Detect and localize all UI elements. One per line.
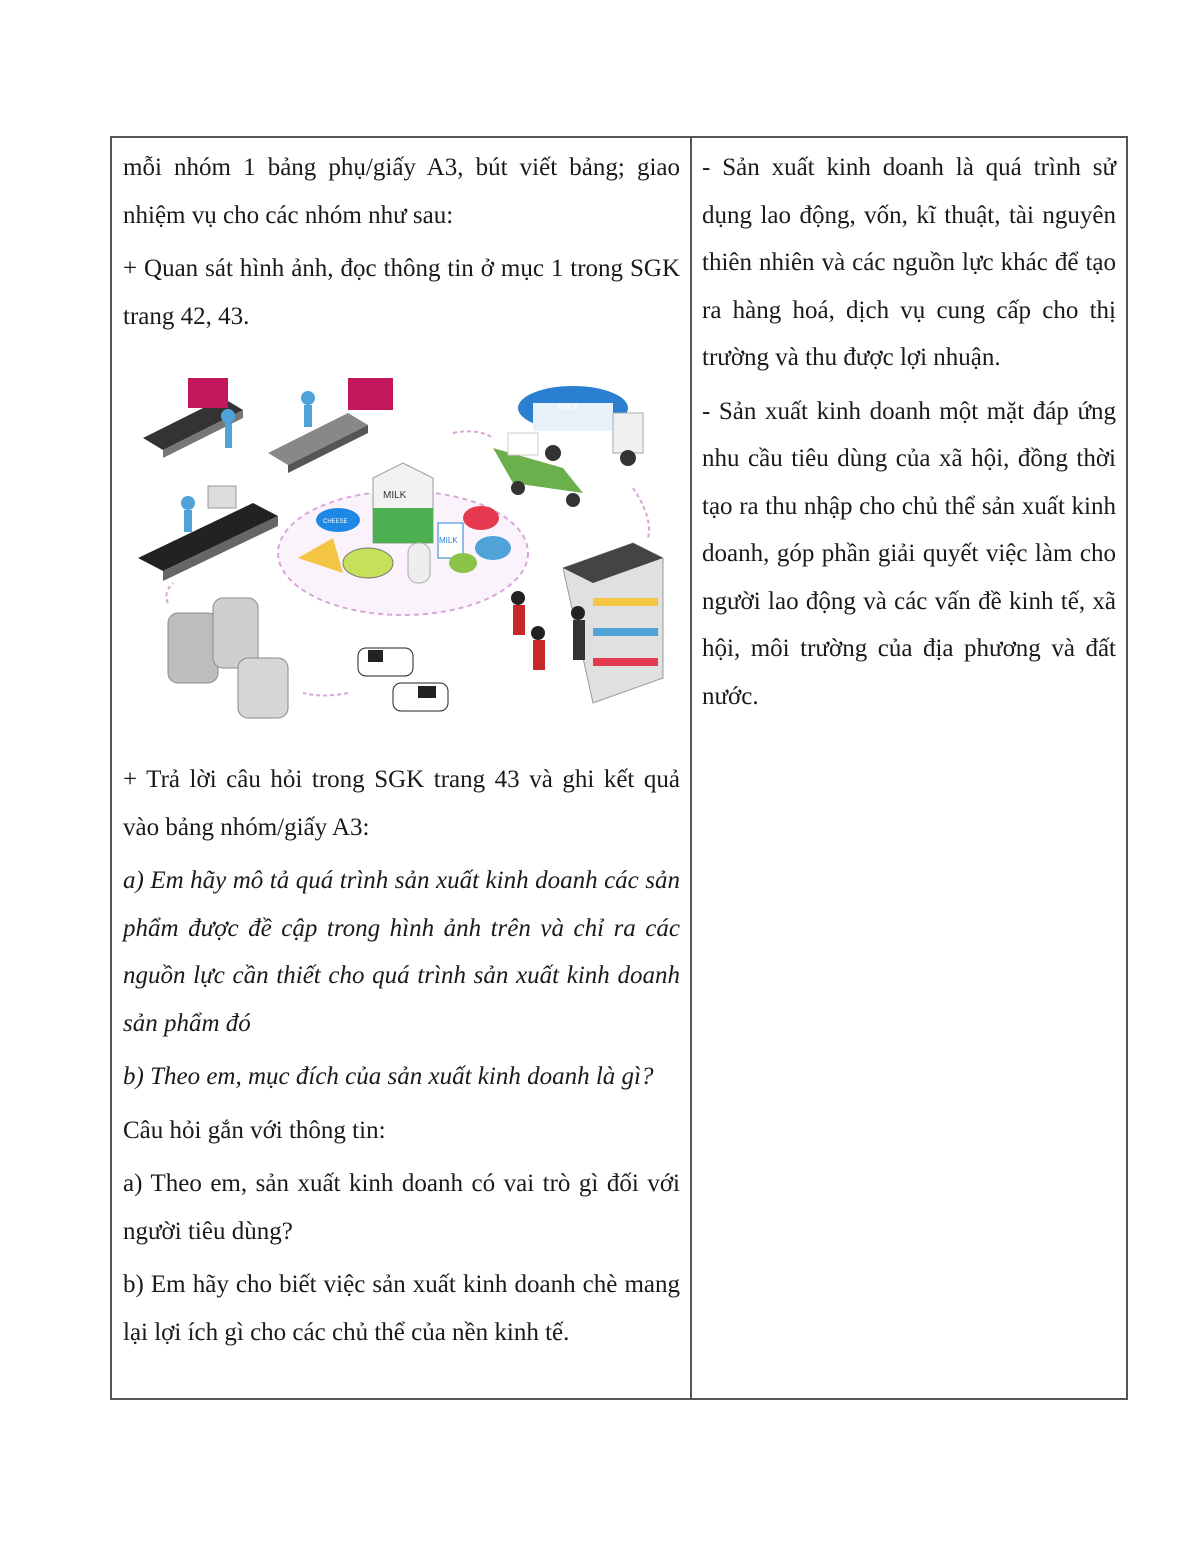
conveyor-2 — [268, 378, 393, 473]
store-shelf — [511, 543, 663, 703]
observe-instruction: + Quan sát hình ảnh, đọc thông tin ở mục 1 trong SGK trang 42, 43. — [123, 255, 680, 330]
conveyor-3 — [138, 486, 278, 581]
cup-label: MILK — [439, 536, 458, 545]
conveyor-1 — [143, 378, 243, 458]
definition-text: - Sản xuất kinh doanh là quá trình sử dụng lao động, vốn, kĩ thuật, tài nguyên thiên nhiên và các nguồn lực khác để tạo ra hàng hoá, dịch vụ cung cấp cho thị trường và thu được lợi nhuận. — [702, 154, 1116, 371]
carton-label: MILK — [383, 490, 407, 501]
answer-instruction: + Trả lời câu hỏi trong SGK trang 43 và ghi kết quả vào bảng nhóm/giấy A3: — [123, 766, 680, 841]
question-a: a) Em hãy mô tả quá trình sản xuất kinh doanh các sản phẩm được đề cập trong hình ảnh trên và chỉ ra các nguồn lực cần thiết cho quá trình sản xuất kinh doanh sản phẩm đó — [123, 867, 680, 1037]
cows — [358, 648, 448, 711]
truck-label: MILK — [558, 402, 580, 412]
activity-column — [112, 138, 692, 1398]
info-question-b: b) Em hãy cho biết việc sản xuất kinh doanh chè mang lại lợi ích gì cho các chủ thể của nền kinh tế. — [123, 1271, 680, 1346]
cheese-label: CHEESE — [323, 519, 348, 525]
materials-text: mỗi nhóm 1 bảng phụ/giấy A3, bút viết bảng; giao nhiệm vụ cho các nhóm như sau: — [123, 154, 680, 229]
role-text: - Sản xuất kinh doanh một mặt đáp ứng nhu cầu tiêu dùng của xã hội, đồng thời tạo ra thu nhập cho chủ thể sản xuất kinh doanh, góp phần giải quyết việc làm cho người lao động và các vấn đề kinh tế, xã hội, môi trường của địa phương và đất nước. — [702, 397, 1116, 710]
dairy-production-illustration — [133, 358, 673, 748]
pickup-truck — [493, 433, 583, 507]
answer-column — [692, 138, 1126, 1398]
info-question-a: a) Theo em, sản xuất kinh doanh có vai trò gì đối với người tiêu dùng? — [123, 1170, 680, 1245]
lesson-table — [110, 136, 1128, 1400]
info-questions-heading: Câu hỏi gắn với thông tin: — [123, 1116, 386, 1144]
question-b: b) Theo em, mục đích của sản xuất kinh doanh là gì? — [123, 1063, 654, 1090]
milk-tanks — [168, 598, 288, 718]
